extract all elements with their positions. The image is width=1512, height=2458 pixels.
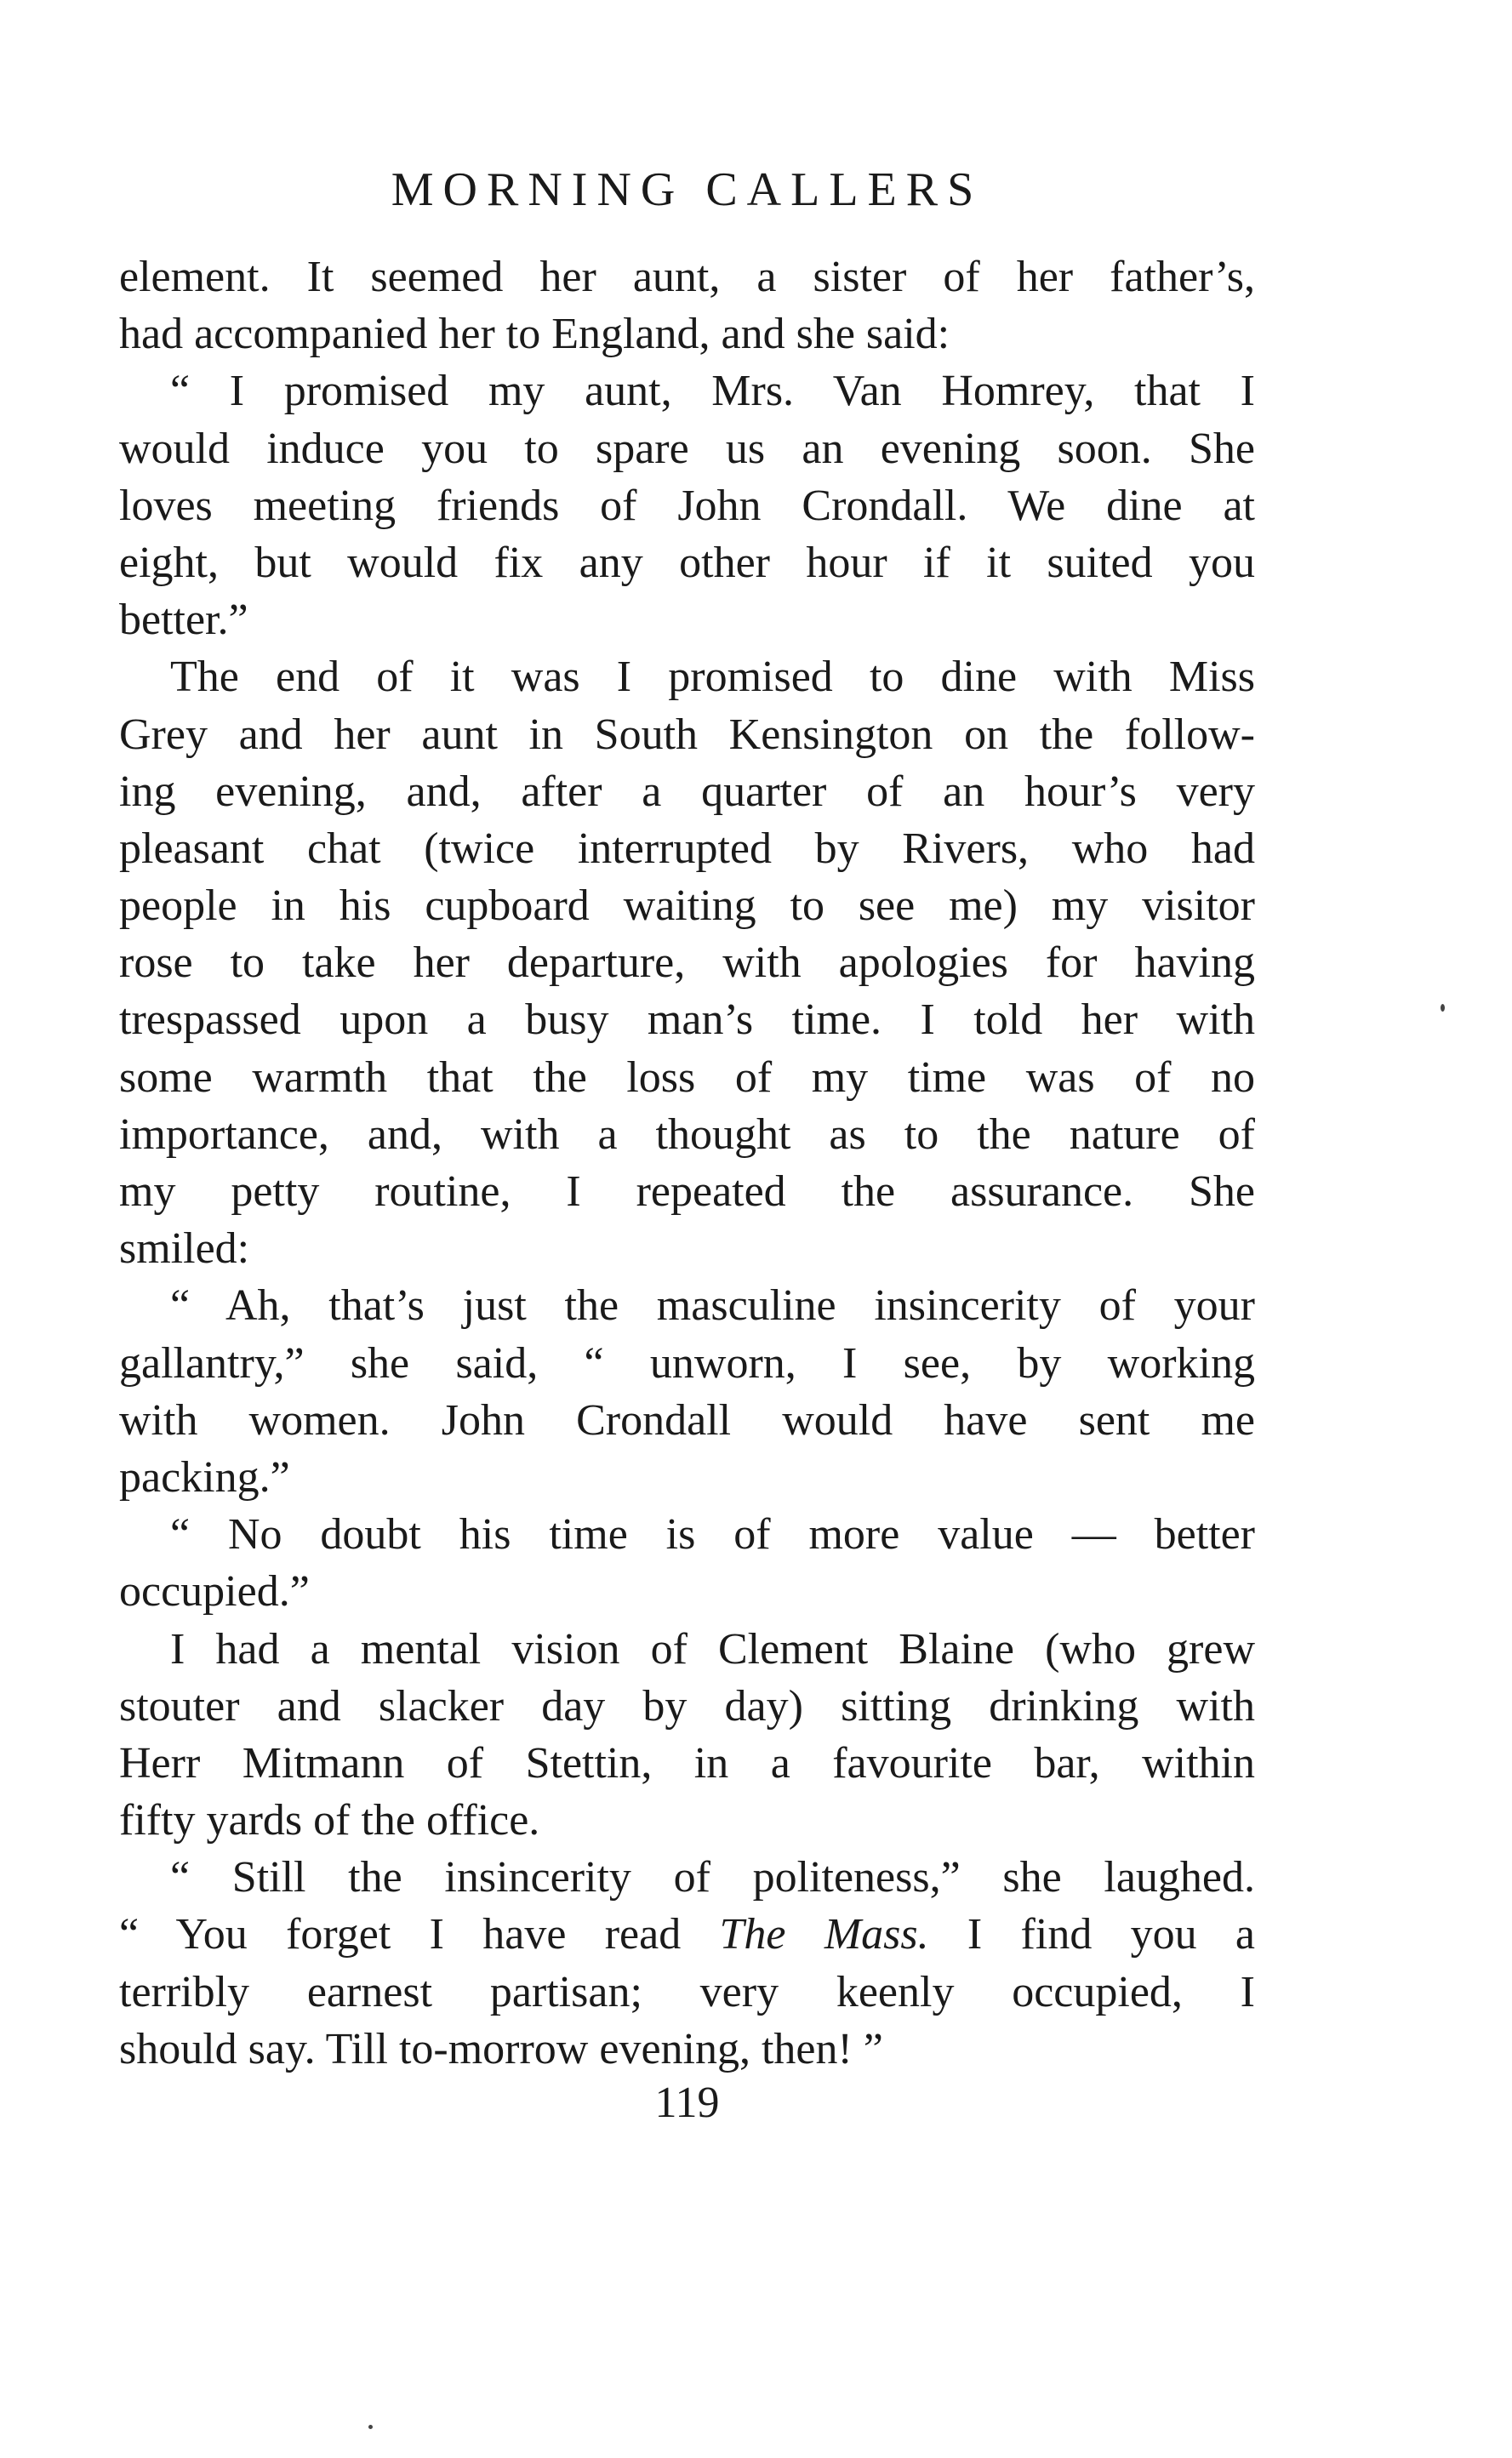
text-line: rose to take her departure, with apologies for having [119, 938, 1255, 988]
text-line: gallantry,” she said, “ unworn, I see, by working [119, 1338, 1255, 1388]
text-line: terribly earnest partisan; very keenly occupied, I [119, 1967, 1255, 2016]
text-line: I had a mental vision of Clement Blaine (who grew [170, 1624, 1255, 1674]
text-line: some warmth that the loss of my time was of no [119, 1052, 1255, 1102]
text-line: ing evening, and, after a quarter of an hour’s very [119, 767, 1255, 816]
text-line: fifty yards of the office. [119, 1796, 540, 1845]
text-line: Herr Mitmann of Stettin, in a favourite bar, within [119, 1738, 1255, 1788]
text-line: “ You forget I have read The Mass. I find you a [119, 1910, 1256, 1959]
text-line: had accompanied her to England, and she said: [119, 310, 950, 359]
running-head: MORNING CALLERS [391, 163, 984, 216]
text-line: Grey and her aunt in South Kensington on the follow- [119, 710, 1255, 759]
text-line: pleasant chat (twice interrupted by Rivers, who had [119, 824, 1255, 873]
text-line: importance, and, with a thought as to the nature of [119, 1109, 1255, 1159]
text-line: trespassed upon a busy man’s time. I told her with [119, 995, 1255, 1045]
text-line: people in his cupboard waiting to see me) my visitor [119, 881, 1255, 931]
book-title: The Mass. [719, 1910, 929, 1959]
text-line: “ Ah, that’s just the masculine insincerity of your [170, 1281, 1255, 1331]
text-line: packing.” [119, 1452, 290, 1502]
text-line: “ Still the insincerity of politeness,” she laughed. [170, 1853, 1255, 1902]
body-text [119, 248, 1255, 2078]
print-speck [1441, 1004, 1445, 1012]
text-line: stouter and slacker day by day) sitting drinking with [119, 1681, 1255, 1731]
text-line: element. It seemed her aunt, a sister of her father’s, [119, 253, 1255, 301]
print-speck [368, 2425, 373, 2429]
text-line: better.” [119, 596, 248, 645]
text-line: with women. John Crondall would have sent me [119, 1395, 1255, 1445]
text-line: occupied.” [119, 1567, 310, 1617]
text-line: smiled: [119, 1224, 250, 1274]
text-line: “ No doubt his time is of more value — better [170, 1510, 1255, 1560]
text-line: The end of it was I promised to dine with Miss [170, 653, 1255, 702]
page-number: 119 [654, 2079, 720, 2127]
text-line: my petty routine, I repeated the assurance. She [119, 1167, 1255, 1216]
text-line: loves meeting friends of John Crondall. We dine at [119, 481, 1255, 530]
text-line: would induce you to spare us an evening soon. She [119, 424, 1255, 473]
text-line: “ I promised my aunt, Mrs. Van Homrey, that I [170, 367, 1255, 416]
text-line: should say. Till to-morrow evening, then! ” [119, 2024, 883, 2073]
text-line: eight, but would fix any other hour if it suited you [119, 538, 1255, 587]
